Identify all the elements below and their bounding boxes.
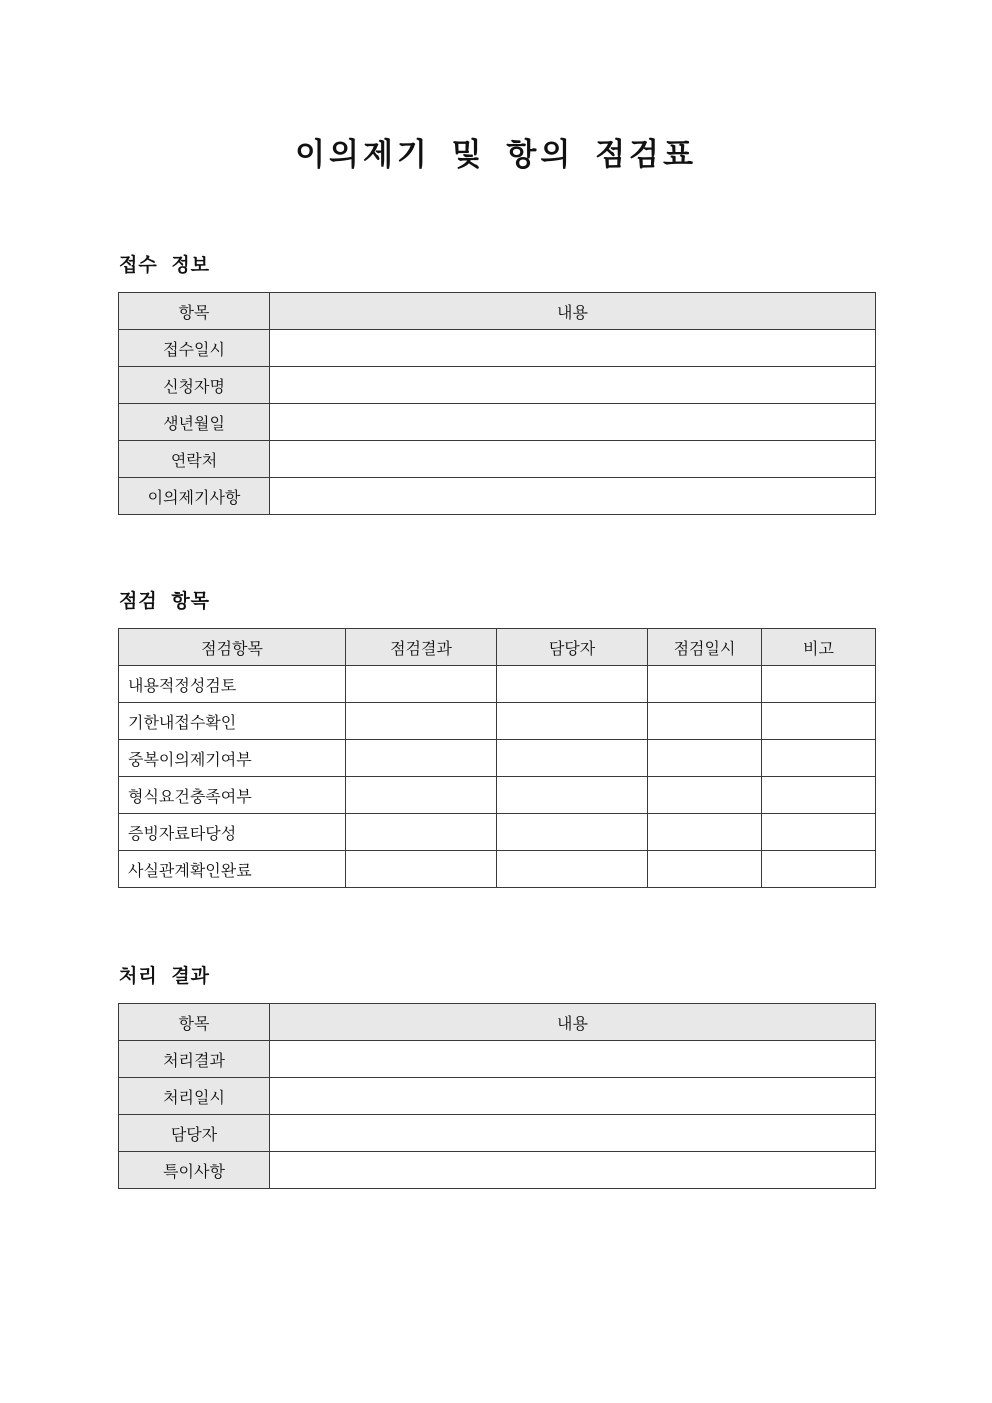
- inspection-item-label: 형식요건충족여부: [119, 777, 346, 814]
- row-label-contact: 연락처: [119, 441, 270, 478]
- column-header-inspection-date: 점검일시: [648, 629, 762, 666]
- table-row: [119, 703, 876, 740]
- table-row: [119, 814, 876, 851]
- table-row: [119, 1115, 876, 1152]
- inspection-item-label: 중복이의제기여부: [119, 740, 346, 777]
- reception-heading: 접수 정보: [119, 254, 211, 276]
- row-label-objection-details: 이의제기사항: [119, 478, 270, 515]
- manager-cell[interactable]: [497, 777, 648, 814]
- applicant-name-field[interactable]: [270, 367, 876, 404]
- row-label-applicant-name: 신청자명: [119, 367, 270, 404]
- table-row: [119, 478, 876, 515]
- row-label-processing-date: 처리일시: [119, 1078, 270, 1115]
- inspection-heading: 점검 항목: [119, 590, 211, 612]
- reception-table: [118, 292, 876, 515]
- table-row: [119, 851, 876, 888]
- column-header-inspection-result: 점검결과: [346, 629, 497, 666]
- inspection-date-cell[interactable]: [648, 703, 762, 740]
- note-cell[interactable]: [762, 740, 876, 777]
- column-header-content: 내용: [270, 293, 876, 330]
- inspection-table: [118, 628, 876, 888]
- table-row: [119, 1041, 876, 1078]
- inspection-item-label: 증빙자료타당성: [119, 814, 346, 851]
- inspection-date-cell[interactable]: [648, 740, 762, 777]
- contact-field[interactable]: [270, 441, 876, 478]
- inspection-header-row: [119, 629, 876, 666]
- inspection-date-cell[interactable]: [648, 777, 762, 814]
- note-cell[interactable]: [762, 777, 876, 814]
- result-heading: 처리 결과: [119, 965, 211, 987]
- inspection-result-cell[interactable]: [346, 814, 497, 851]
- inspection-result-cell[interactable]: [346, 666, 497, 703]
- inspection-result-cell[interactable]: [346, 740, 497, 777]
- row-label-remarks: 특이사항: [119, 1152, 270, 1189]
- table-row: [119, 777, 876, 814]
- row-label-birthdate: 생년월일: [119, 404, 270, 441]
- reception-header-row: [119, 293, 876, 330]
- table-row: [119, 666, 876, 703]
- row-label-processing-result: 처리결과: [119, 1041, 270, 1078]
- receipt-datetime-field[interactable]: [270, 330, 876, 367]
- inspection-item-label: 내용적정성검토: [119, 666, 346, 703]
- inspection-date-cell[interactable]: [648, 666, 762, 703]
- manager-cell[interactable]: [497, 814, 648, 851]
- result-table: [118, 1003, 876, 1189]
- table-row: [119, 740, 876, 777]
- note-cell[interactable]: [762, 666, 876, 703]
- column-header-item: 항목: [119, 1004, 270, 1041]
- processing-result-field[interactable]: [270, 1041, 876, 1078]
- column-header-manager: 담당자: [497, 629, 648, 666]
- inspection-date-cell[interactable]: [648, 814, 762, 851]
- inspection-date-cell[interactable]: [648, 851, 762, 888]
- table-row: [119, 441, 876, 478]
- column-header-item: 항목: [119, 293, 270, 330]
- table-row: [119, 404, 876, 441]
- note-cell[interactable]: [762, 703, 876, 740]
- table-row: [119, 1078, 876, 1115]
- manager-cell[interactable]: [497, 703, 648, 740]
- inspection-result-cell[interactable]: [346, 777, 497, 814]
- document-title: 이의제기 및 항의 점검표: [295, 137, 697, 173]
- result-header-row: [119, 1004, 876, 1041]
- manager-cell[interactable]: [497, 666, 648, 703]
- table-row: [119, 1152, 876, 1189]
- processing-date-field[interactable]: [270, 1078, 876, 1115]
- note-cell[interactable]: [762, 814, 876, 851]
- column-header-content: 내용: [270, 1004, 876, 1041]
- table-row: [119, 367, 876, 404]
- inspection-item-label: 사실관계확인완료: [119, 851, 346, 888]
- objection-details-field[interactable]: [270, 478, 876, 515]
- column-header-inspection-item: 점검항목: [119, 629, 346, 666]
- table-row: [119, 330, 876, 367]
- row-label-manager: 담당자: [119, 1115, 270, 1152]
- manager-cell[interactable]: [497, 740, 648, 777]
- column-header-note: 비고: [762, 629, 876, 666]
- inspection-result-cell[interactable]: [346, 851, 497, 888]
- inspection-item-label: 기한내접수확인: [119, 703, 346, 740]
- remarks-field[interactable]: [270, 1152, 876, 1189]
- manager-field[interactable]: [270, 1115, 876, 1152]
- inspection-result-cell[interactable]: [346, 703, 497, 740]
- manager-cell[interactable]: [497, 851, 648, 888]
- row-label-receipt-datetime: 접수일시: [119, 330, 270, 367]
- birthdate-field[interactable]: [270, 404, 876, 441]
- note-cell[interactable]: [762, 851, 876, 888]
